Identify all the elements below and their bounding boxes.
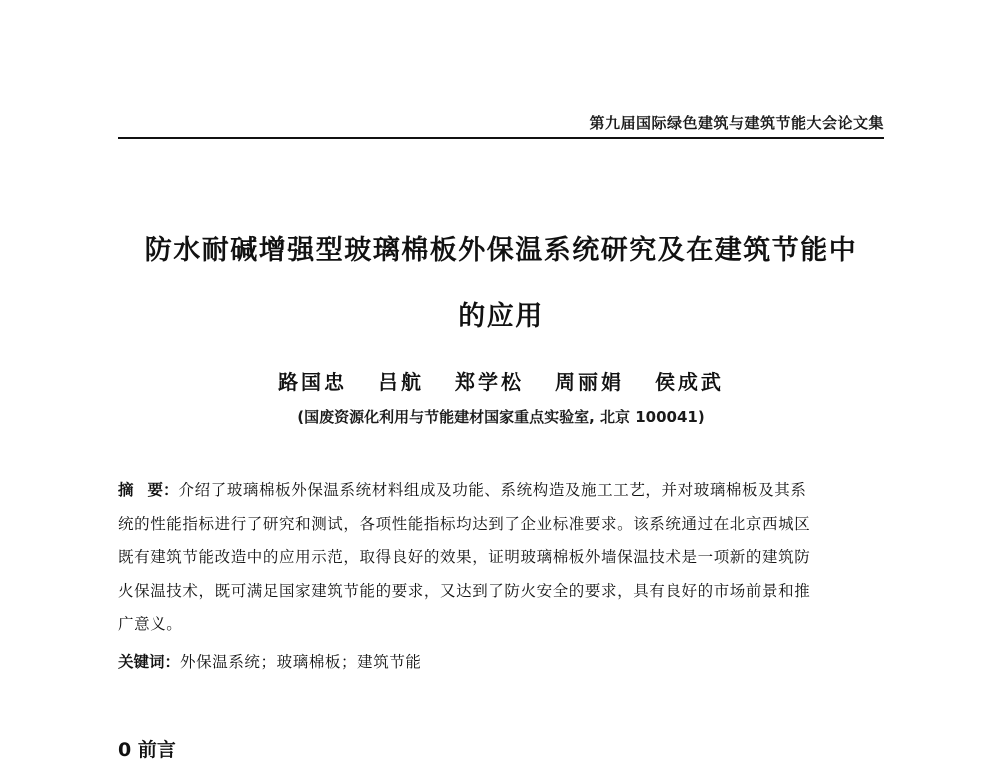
author-list (118, 366, 884, 395)
author-name: 路国忠 (278, 370, 348, 394)
keywords (118, 650, 884, 672)
keywords-text: 外保温系统；玻璃棉板；建筑节能 (180, 653, 422, 671)
section-heading: 0 前言 (118, 739, 176, 761)
author-name: 吕航 (378, 370, 425, 394)
abstract-text: 介绍了玻璃棉板外保温系统材料组成及功能、系统构造及施工工艺，并对玻璃棉板及其系 (178, 481, 807, 499)
abstract-line (118, 474, 884, 508)
abstract-line: 统的性能指标进行了研究和测试，各项性能指标均达到了企业标准要求。该系统通过在北京西城区 (118, 514, 811, 533)
paper-title-line-1: 防水耐碱增强型玻璃棉板外保温系统研究及在建筑节能中 (144, 235, 858, 266)
author-name: 侯成武 (654, 370, 724, 394)
running-header: 第九届国际绿色建筑与建筑节能大会论文集 (589, 114, 884, 132)
author-name: 郑学松 (455, 370, 524, 394)
keywords-label: 关键词： (118, 653, 181, 671)
abstract-line: 火保温技术，既可满足国家建筑节能的要求，又达到了防火安全的要求，具有良好的市场前景和推 (118, 581, 811, 600)
header-rule (118, 137, 884, 139)
abstract (118, 474, 884, 642)
paper-title-line-2: 的应用 (458, 301, 544, 332)
abstract-line: 广意义。 (118, 615, 183, 633)
affiliation: (国废资源化利用与节能建材国家重点实验室, 北京 100041) (297, 408, 705, 426)
abstract-label: 摘 要： (118, 481, 179, 499)
author-name: 周丽娟 (554, 370, 624, 394)
abstract-line: 既有建筑节能改造中的应用示范，取得良好的效果，证明玻璃棉板外墙保温技术是一项新的建筑防 (118, 548, 811, 566)
